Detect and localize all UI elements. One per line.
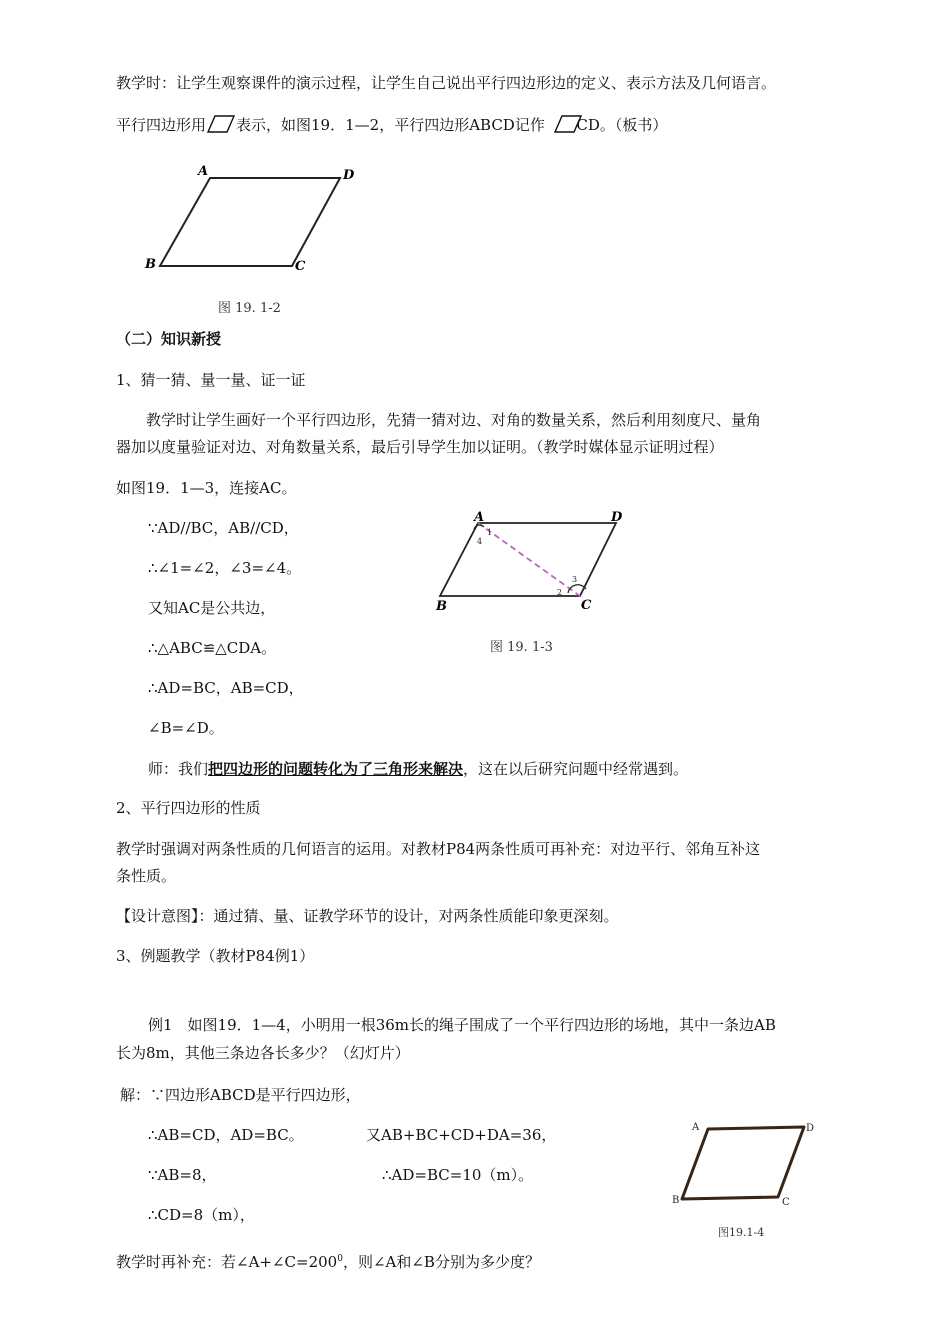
- supplement-text-end: ，则∠A和∠B分别为多少度？: [342, 1253, 540, 1271]
- proof-line: ∠B=∠D。: [148, 719, 224, 737]
- paragraph-line: 条性质。: [116, 867, 177, 885]
- solution-line: ∴AD=BC=10（m）。: [382, 1166, 534, 1184]
- item-heading-3: 3、例题教学（教材P84例1）: [116, 947, 315, 965]
- design-intent: 【设计意图】：通过猜、量、证教学环节的设计，对两条性质能印象更深刻。: [116, 907, 619, 925]
- vertex-label-d: D: [611, 510, 623, 525]
- vertex-label-c: C: [782, 1197, 790, 1208]
- vertex-label-b: B: [436, 599, 447, 614]
- item-heading-2: 2、平行四边形的性质: [116, 799, 261, 817]
- figure-caption: 图 19. 1-3: [490, 640, 553, 655]
- angle-label-1: 1: [487, 528, 493, 537]
- supplement-text-start: 教学时再补充：若∠A+∠C=200: [116, 1253, 338, 1271]
- notation-text-end: CD。（板书）: [576, 116, 668, 134]
- vertex-label-d: D: [806, 1123, 815, 1134]
- notation-paragraph: [116, 114, 667, 139]
- example-line: 例1 如图19．1—4，小明用一根36m长的绳子围成了一个平行四边形的场地，其中一条边AB: [148, 1016, 776, 1034]
- angle-label-2: 2: [557, 588, 563, 597]
- angle-label-4: 4: [477, 537, 483, 546]
- example-line: 长为8m，其他三条边各长多少？（幻灯片）: [116, 1044, 410, 1062]
- solution-line: 又AB+BC+CD+DA=36，: [366, 1126, 557, 1144]
- vertex-label-d: D: [343, 168, 355, 183]
- figure-reference: 如图19．1—3，连接AC。: [116, 479, 297, 497]
- figure-caption: 图19.1-4: [718, 1226, 765, 1239]
- solution-line: ∴AB=CD，AD=BC。: [148, 1126, 304, 1144]
- figure-caption: 图 19. 1-2: [218, 301, 281, 316]
- solution-line: 解：∵四边形ABCD是平行四边形，: [120, 1086, 361, 1104]
- vertex-label-a: A: [692, 1122, 700, 1133]
- paragraph-line: 教学时让学生画好一个平行四边形，先猜一猜对边、对角的数量关系，然后利用刻度尺、量角: [146, 411, 762, 429]
- paragraph-line: 器加以度量验证对边、对角数量关系，最后引导学生加以证明。（教学时媒体显示证明过程）: [116, 438, 724, 456]
- proof-line: ∴△ABC≌△CDA。: [148, 639, 277, 657]
- vertex-label-b: B: [145, 257, 156, 272]
- proof-line: ∴∠1=∠2，∠3=∠4。: [148, 559, 302, 577]
- proof-line: ∴AD=BC，AB=CD，: [148, 679, 304, 697]
- figure-19-1-3: [430, 505, 640, 665]
- notation-text-start: 平行四边形用: [116, 116, 207, 134]
- figure-19-1-2: [140, 160, 380, 320]
- intro-paragraph: 教学时：让学生观察课件的演示过程，让学生自己说出平行四边形边的定义、表示方法及几何语言。: [116, 74, 777, 92]
- teacher-remark-emphasis: 把四边形的问题转化为了三角形来解决: [208, 760, 464, 778]
- proof-line: ∵AD//BC，AB//CD，: [148, 519, 299, 537]
- vertex-label-a: A: [474, 510, 485, 525]
- vertex-label-a: A: [198, 164, 209, 179]
- teacher-remark-end: ，这在以后研究问题中经常遇到。: [463, 760, 689, 778]
- degree-superscript: 0: [337, 1254, 343, 1264]
- angle-label-3: 3: [572, 575, 578, 584]
- item-heading-1: 1、猜一猜、量一量、证一证: [116, 371, 306, 389]
- vertex-label-b: B: [672, 1195, 680, 1206]
- section-heading: （二）知识新授: [116, 330, 222, 348]
- proof-line: 又知AC是公共边，: [148, 599, 276, 617]
- parallelogram-symbol-icon: [206, 114, 236, 139]
- figure-19-1-4: [668, 1115, 828, 1245]
- teacher-remark: [148, 759, 688, 779]
- teacher-remark-start: 师：我们: [148, 760, 209, 778]
- paragraph-line: 教学时强调对两条性质的几何语言的运用。对教材P84两条性质可再补充：对边平行、邻角互补这: [116, 840, 761, 858]
- solution-line: ∵AB=8，: [148, 1166, 217, 1184]
- notation-text-middle: 表示，如图19．1—2，平行四边形ABCD记作: [236, 116, 545, 134]
- supplement-question: [116, 1249, 540, 1272]
- vertex-label-c: C: [295, 259, 306, 274]
- solution-line: ∴CD=8（m），: [148, 1206, 255, 1224]
- vertex-label-c: C: [581, 598, 592, 613]
